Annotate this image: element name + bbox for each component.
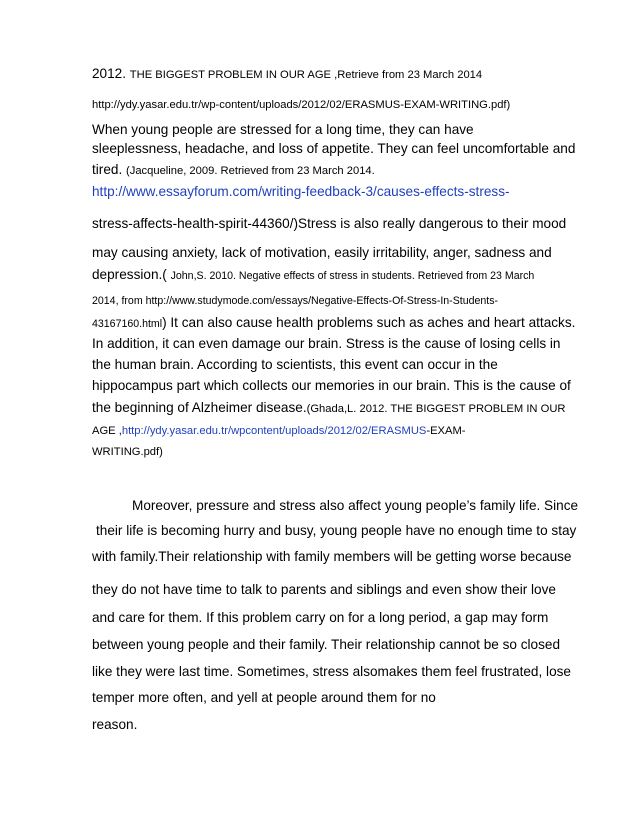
p1-line-7: stress-affects-health-spirit-44360/)Stress is also really dangerous to their mood — [92, 216, 567, 231]
p1-line-2: http://ydy.yasar.edu.tr/wp-content/uploads/2012/02/ERASMUS-EXAM-WRITING.pdf) — [92, 99, 511, 111]
p2-line-7: like they were last time. Sometimes, stress alsomakes them feel frustrated, lose — [92, 664, 571, 679]
p1-line-9 — [92, 267, 534, 284]
p2-line-6: between young people and their family. Their relationship cannot be so closed — [92, 637, 561, 652]
p1-line-16 — [92, 423, 466, 439]
p1-line-3: When young people are stressed for a long time, they can have — [92, 122, 474, 137]
p2-line-5: and care for them. If this problem carry on for a long period, a gap may form — [92, 610, 549, 625]
p1-line-11 — [92, 315, 575, 332]
p1-tired-text: tired. — [92, 162, 126, 177]
p2-line-2: their life is becoming hurry and busy, young people have no enough time to stay — [96, 523, 577, 538]
p1-html-ref: 43167160.html — [92, 318, 163, 330]
p1-year: 2012. — [92, 66, 130, 81]
p2-line-1: Moreover, pressure and stress also affect young people’s family life. Since — [132, 498, 579, 513]
p1-line-14: hippocampus part which collects our memories in our brain. This is the cause of — [92, 378, 571, 393]
p2-line-4: they do not have time to talk to parents and siblings and even show their love — [92, 582, 556, 597]
p1-citation-jacqueline: (Jacqueline, 2009. Retrieved from 23 March 2014. — [126, 165, 375, 177]
p1-depression-text: depression.( — [92, 267, 171, 282]
p1-health-text: ) It can also cause health problems such as aches and heart attacks. — [162, 315, 576, 330]
p1-line-12: In addition, it can even damage our brain. Stress is the cause of losing cells in — [92, 336, 561, 351]
p2-line-9: reason. — [92, 717, 138, 732]
p1-line-8: may causing anxiety, lack of motivation, easily irritability, anger, sadness and — [92, 245, 552, 260]
p1-line-1 — [92, 66, 482, 83]
p1-link-essayforum[interactable]: http://www.essayforum.com/writing-feedback-3/causes-effects-stress- — [92, 184, 510, 199]
p1-alzheimer-text: the beginning of Alzheimer disease. — [92, 400, 307, 415]
p1-line-5 — [92, 162, 375, 179]
p1-line-15 — [92, 400, 565, 417]
p2-line-3: with family.Their relationship with family members will be getting worse because — [92, 549, 572, 564]
p1-line-13: the human brain. According to scientists, this event can occur in the — [92, 357, 498, 372]
p1-age-text: AGE , — [92, 425, 122, 437]
p1-citation: THE BIGGEST PROBLEM IN OUR AGE ,Retrieve from 23 March 2014 — [129, 69, 483, 81]
p1-exam-text: -EXAM- — [426, 425, 466, 437]
p1-line-17: WRITING.pdf) — [92, 446, 163, 458]
p2-line-8: temper more often, and yell at people around them for no — [92, 690, 436, 705]
p1-citation-john: John,S. 2010. Negative effects of stress in students. Retrieved from 23 March — [170, 270, 535, 282]
p1-line-10: 2014, from http://www.studymode.com/essays/Negative-Effects-Of-Stress-In-Students- — [92, 295, 499, 307]
p1-line-4: sleeplessness, headache, and loss of appetite. They can feel uncomfortable and — [92, 141, 576, 156]
p1-citation-ghada: (Ghada,L. 2012. THE BIGGEST PROBLEM IN OUR — [306, 403, 566, 415]
p1-link-yasar[interactable]: http://ydy.yasar.edu.tr/wpcontent/uploads/2012/02/ERASMUS — [121, 425, 427, 437]
